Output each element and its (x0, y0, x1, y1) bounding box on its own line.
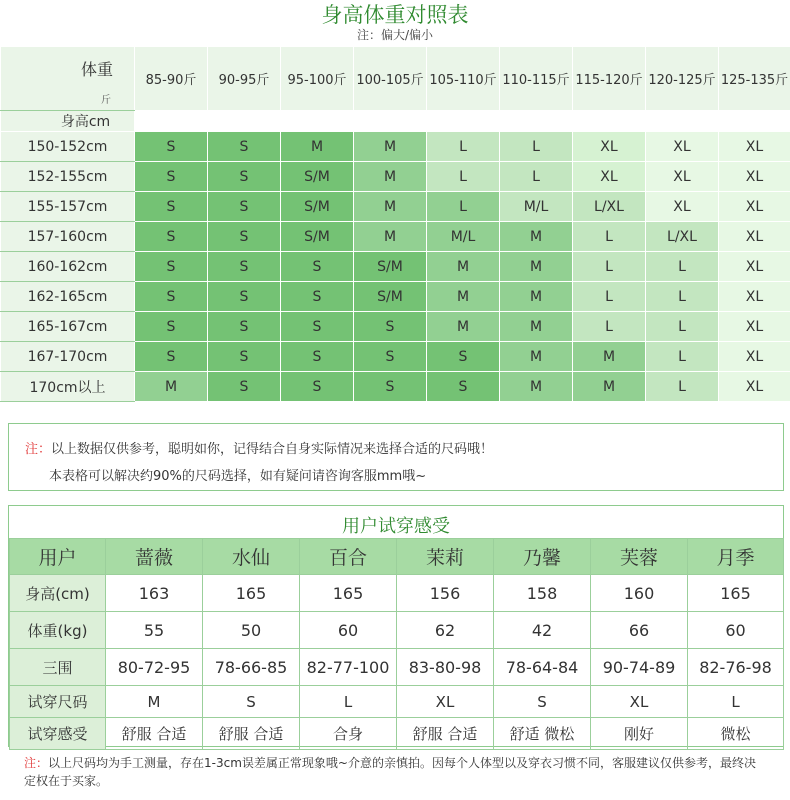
size-cell: S/M (354, 252, 427, 282)
height-label-cell: 150-152cm (1, 132, 135, 162)
user-row-label: 试穿感受 (10, 718, 106, 750)
height-label-cell: 160-162cm (1, 252, 135, 282)
footnote-prefix: 注： (24, 756, 49, 770)
size-cell: XL (646, 162, 719, 192)
size-cell: M (427, 312, 500, 342)
height-header-cell: 身高cm (1, 111, 135, 132)
size-row (1, 162, 790, 192)
size-cell: XL (719, 252, 790, 282)
user-data-row (10, 718, 784, 750)
user-feedback-section (8, 505, 784, 747)
size-cell: M (427, 282, 500, 312)
size-cell: S (135, 342, 208, 372)
user-value-cell: 55 (106, 612, 203, 649)
user-value-cell: 42 (494, 612, 591, 649)
user-value-cell: 158 (494, 575, 591, 612)
size-cell: M (500, 222, 573, 252)
user-value-cell: S (203, 686, 300, 718)
size-cell: S (354, 372, 427, 402)
user-feedback-table (9, 538, 784, 750)
size-cell: M (500, 282, 573, 312)
user-value-cell: 80-72-95 (106, 649, 203, 686)
note-line-1 (25, 438, 493, 457)
size-cell: S (208, 132, 281, 162)
size-cell: L (646, 342, 719, 372)
size-cell: S (135, 252, 208, 282)
corner-weight-label: 体重 (81, 60, 114, 79)
user-value-cell: 156 (397, 575, 494, 612)
size-note-box (8, 423, 784, 491)
user-name-cell: 百合 (300, 539, 397, 575)
size-cell: S (208, 282, 281, 312)
size-cell: S (208, 342, 281, 372)
user-row-label: 试穿尺码 (10, 686, 106, 718)
size-cell: L (646, 312, 719, 342)
size-cell: S (354, 312, 427, 342)
size-cell: XL (719, 192, 790, 222)
user-value-cell: L (688, 686, 784, 718)
size-cell: XL (573, 162, 646, 192)
size-cell: M (500, 372, 573, 402)
size-row (1, 222, 790, 252)
user-value-cell: 微松 (688, 718, 784, 750)
weight-header-row (1, 47, 790, 111)
size-cell: L (573, 282, 646, 312)
user-value-cell: 90-74-89 (591, 649, 688, 686)
size-cell: M (354, 222, 427, 252)
size-row (1, 282, 790, 312)
size-cell: L (427, 132, 500, 162)
user-value-cell: 舒服 合适 (397, 718, 494, 750)
size-cell: S (135, 282, 208, 312)
user-name-cell: 乃馨 (494, 539, 591, 575)
user-value-cell: 66 (591, 612, 688, 649)
size-cell: L (573, 222, 646, 252)
weight-header-cell: 85-90斤 (135, 47, 208, 111)
size-chart-table (0, 46, 790, 402)
user-value-cell: 165 (300, 575, 397, 612)
size-cell: XL (719, 282, 790, 312)
user-value-cell: 82-77-100 (300, 649, 397, 686)
size-cell: XL (719, 312, 790, 342)
weight-header-cell: 110-115斤 (500, 47, 573, 111)
footnote-text: 以上尺码均为手工测量，存在1-3cm误差属正常现象哦~介意的亲慎拍。因每个人体型以及穿衣习惯不同，客服建议仅供参考，最终决定权在于买家。 (24, 756, 756, 788)
size-cell: S (208, 192, 281, 222)
weight-header-cell: 125-135斤 (719, 47, 790, 111)
size-cell: XL (719, 162, 790, 192)
weight-header-cell: 120-125斤 (646, 47, 719, 111)
size-row (1, 372, 790, 402)
height-label-cell: 167-170cm (1, 342, 135, 372)
size-cell: L (646, 372, 719, 402)
user-value-cell: 78-66-85 (203, 649, 300, 686)
size-cell: M (135, 372, 208, 402)
size-row (1, 192, 790, 222)
size-cell: S (135, 312, 208, 342)
height-label-cell: 165-167cm (1, 312, 135, 342)
size-cell: M (500, 312, 573, 342)
weight-header-cell: 95-100斤 (281, 47, 354, 111)
size-cell: L/XL (646, 222, 719, 252)
user-value-cell: 舒服 合适 (203, 718, 300, 750)
size-cell: M (573, 342, 646, 372)
user-data-row (10, 686, 784, 718)
size-cell: M (500, 252, 573, 282)
weight-header-cell: 105-110斤 (427, 47, 500, 111)
page-title: 身高体重对照表 (321, 3, 469, 27)
user-value-cell: 舒适 微松 (494, 718, 591, 750)
weight-header-cell: 115-120斤 (573, 47, 646, 111)
height-label-cell: 152-155cm (1, 162, 135, 192)
size-cell: S (208, 252, 281, 282)
user-value-cell: XL (397, 686, 494, 718)
height-label-cell: 162-165cm (1, 282, 135, 312)
user-row-label: 体重(kg) (10, 612, 106, 649)
size-cell: M/L (427, 222, 500, 252)
corner-unit-label: 斤 (101, 95, 111, 106)
size-cell: L (500, 162, 573, 192)
size-cell: S (135, 222, 208, 252)
size-cell: S (208, 222, 281, 252)
user-header-label: 用户 (10, 539, 106, 575)
user-value-cell: XL (591, 686, 688, 718)
user-value-cell: 82-76-98 (688, 649, 784, 686)
size-cell: M (573, 372, 646, 402)
user-name-cell: 水仙 (203, 539, 300, 575)
user-value-cell: 60 (688, 612, 784, 649)
size-cell: XL (573, 132, 646, 162)
size-row (1, 132, 790, 162)
user-value-cell: 合身 (300, 718, 397, 750)
height-label-cell: 155-157cm (1, 192, 135, 222)
size-cell: S/M (281, 162, 354, 192)
size-cell: L/XL (573, 192, 646, 222)
size-cell: S (427, 342, 500, 372)
user-data-row (10, 575, 784, 612)
weight-header-cell: 100-105斤 (354, 47, 427, 111)
footnote (24, 754, 764, 790)
user-name-cell: 蔷薇 (106, 539, 203, 575)
height-header-blank (135, 111, 790, 132)
size-cell: S (135, 132, 208, 162)
size-cell: M (281, 132, 354, 162)
user-name-cell: 芙蓉 (591, 539, 688, 575)
size-cell: S (281, 282, 354, 312)
size-cell: M (354, 192, 427, 222)
size-cell: S (281, 372, 354, 402)
note-line-2: 本表格可以解决约90%的尺码选择，如有疑问请咨询客服mm哦~ (49, 469, 427, 484)
size-cell: S (281, 312, 354, 342)
height-header-row (1, 111, 790, 132)
size-cell: S (135, 162, 208, 192)
user-value-cell: L (300, 686, 397, 718)
size-cell: XL (719, 342, 790, 372)
size-cell: L (427, 192, 500, 222)
user-feedback-title: 用户试穿感受 (342, 516, 450, 537)
user-value-cell: 60 (300, 612, 397, 649)
user-value-cell: M (106, 686, 203, 718)
size-cell: XL (719, 222, 790, 252)
size-cell: S (427, 372, 500, 402)
size-cell: L (646, 282, 719, 312)
user-value-cell: 165 (688, 575, 784, 612)
user-value-cell: S (494, 686, 591, 718)
size-cell: S (208, 312, 281, 342)
height-label-cell: 157-160cm (1, 222, 135, 252)
size-cell: S (208, 162, 281, 192)
user-value-cell: 舒服 合适 (106, 718, 203, 750)
corner-cell (1, 47, 135, 111)
size-row (1, 312, 790, 342)
height-label-cell: 170cm以上 (1, 372, 135, 402)
user-value-cell: 62 (397, 612, 494, 649)
user-value-cell: 163 (106, 575, 203, 612)
size-row (1, 342, 790, 372)
weight-header-cell: 90-95斤 (208, 47, 281, 111)
size-cell: S (208, 372, 281, 402)
size-cell: M (354, 132, 427, 162)
size-cell: L (427, 162, 500, 192)
user-name-cell: 月季 (688, 539, 784, 575)
size-cell: S/M (281, 222, 354, 252)
user-data-row (10, 612, 784, 649)
user-row-label: 身高(cm) (10, 575, 106, 612)
user-value-cell: 83-80-98 (397, 649, 494, 686)
user-name-cell: 茉莉 (397, 539, 494, 575)
size-cell: M (500, 342, 573, 372)
size-cell: S (281, 342, 354, 372)
size-cell: L (573, 312, 646, 342)
user-row-label: 三围 (10, 649, 106, 686)
user-data-row (10, 649, 784, 686)
size-row (1, 252, 790, 282)
size-cell: S (354, 342, 427, 372)
user-value-cell: 刚好 (591, 718, 688, 750)
size-cell: S (281, 252, 354, 282)
size-cell: XL (646, 192, 719, 222)
size-cell: S/M (354, 282, 427, 312)
page-subtitle: 注：偏大/偏小 (356, 28, 434, 42)
size-cell: S (135, 192, 208, 222)
size-cell: XL (719, 372, 790, 402)
size-cell: XL (646, 132, 719, 162)
user-value-cell: 50 (203, 612, 300, 649)
size-cell: L (500, 132, 573, 162)
note-text-1: 以上数据仅供参考，聪明如你，记得结合自身实际情况来选择合适的尺码哦！ (51, 442, 494, 457)
size-cell: M/L (500, 192, 573, 222)
size-cell: M (427, 252, 500, 282)
user-value-cell: 165 (203, 575, 300, 612)
size-cell: XL (719, 132, 790, 162)
note-prefix: 注： (25, 442, 52, 457)
user-value-cell: 78-64-84 (494, 649, 591, 686)
size-cell: M (354, 162, 427, 192)
size-cell: L (646, 252, 719, 282)
user-value-cell: 160 (591, 575, 688, 612)
size-cell: L (573, 252, 646, 282)
user-header-row (10, 539, 784, 575)
size-cell: S/M (281, 192, 354, 222)
